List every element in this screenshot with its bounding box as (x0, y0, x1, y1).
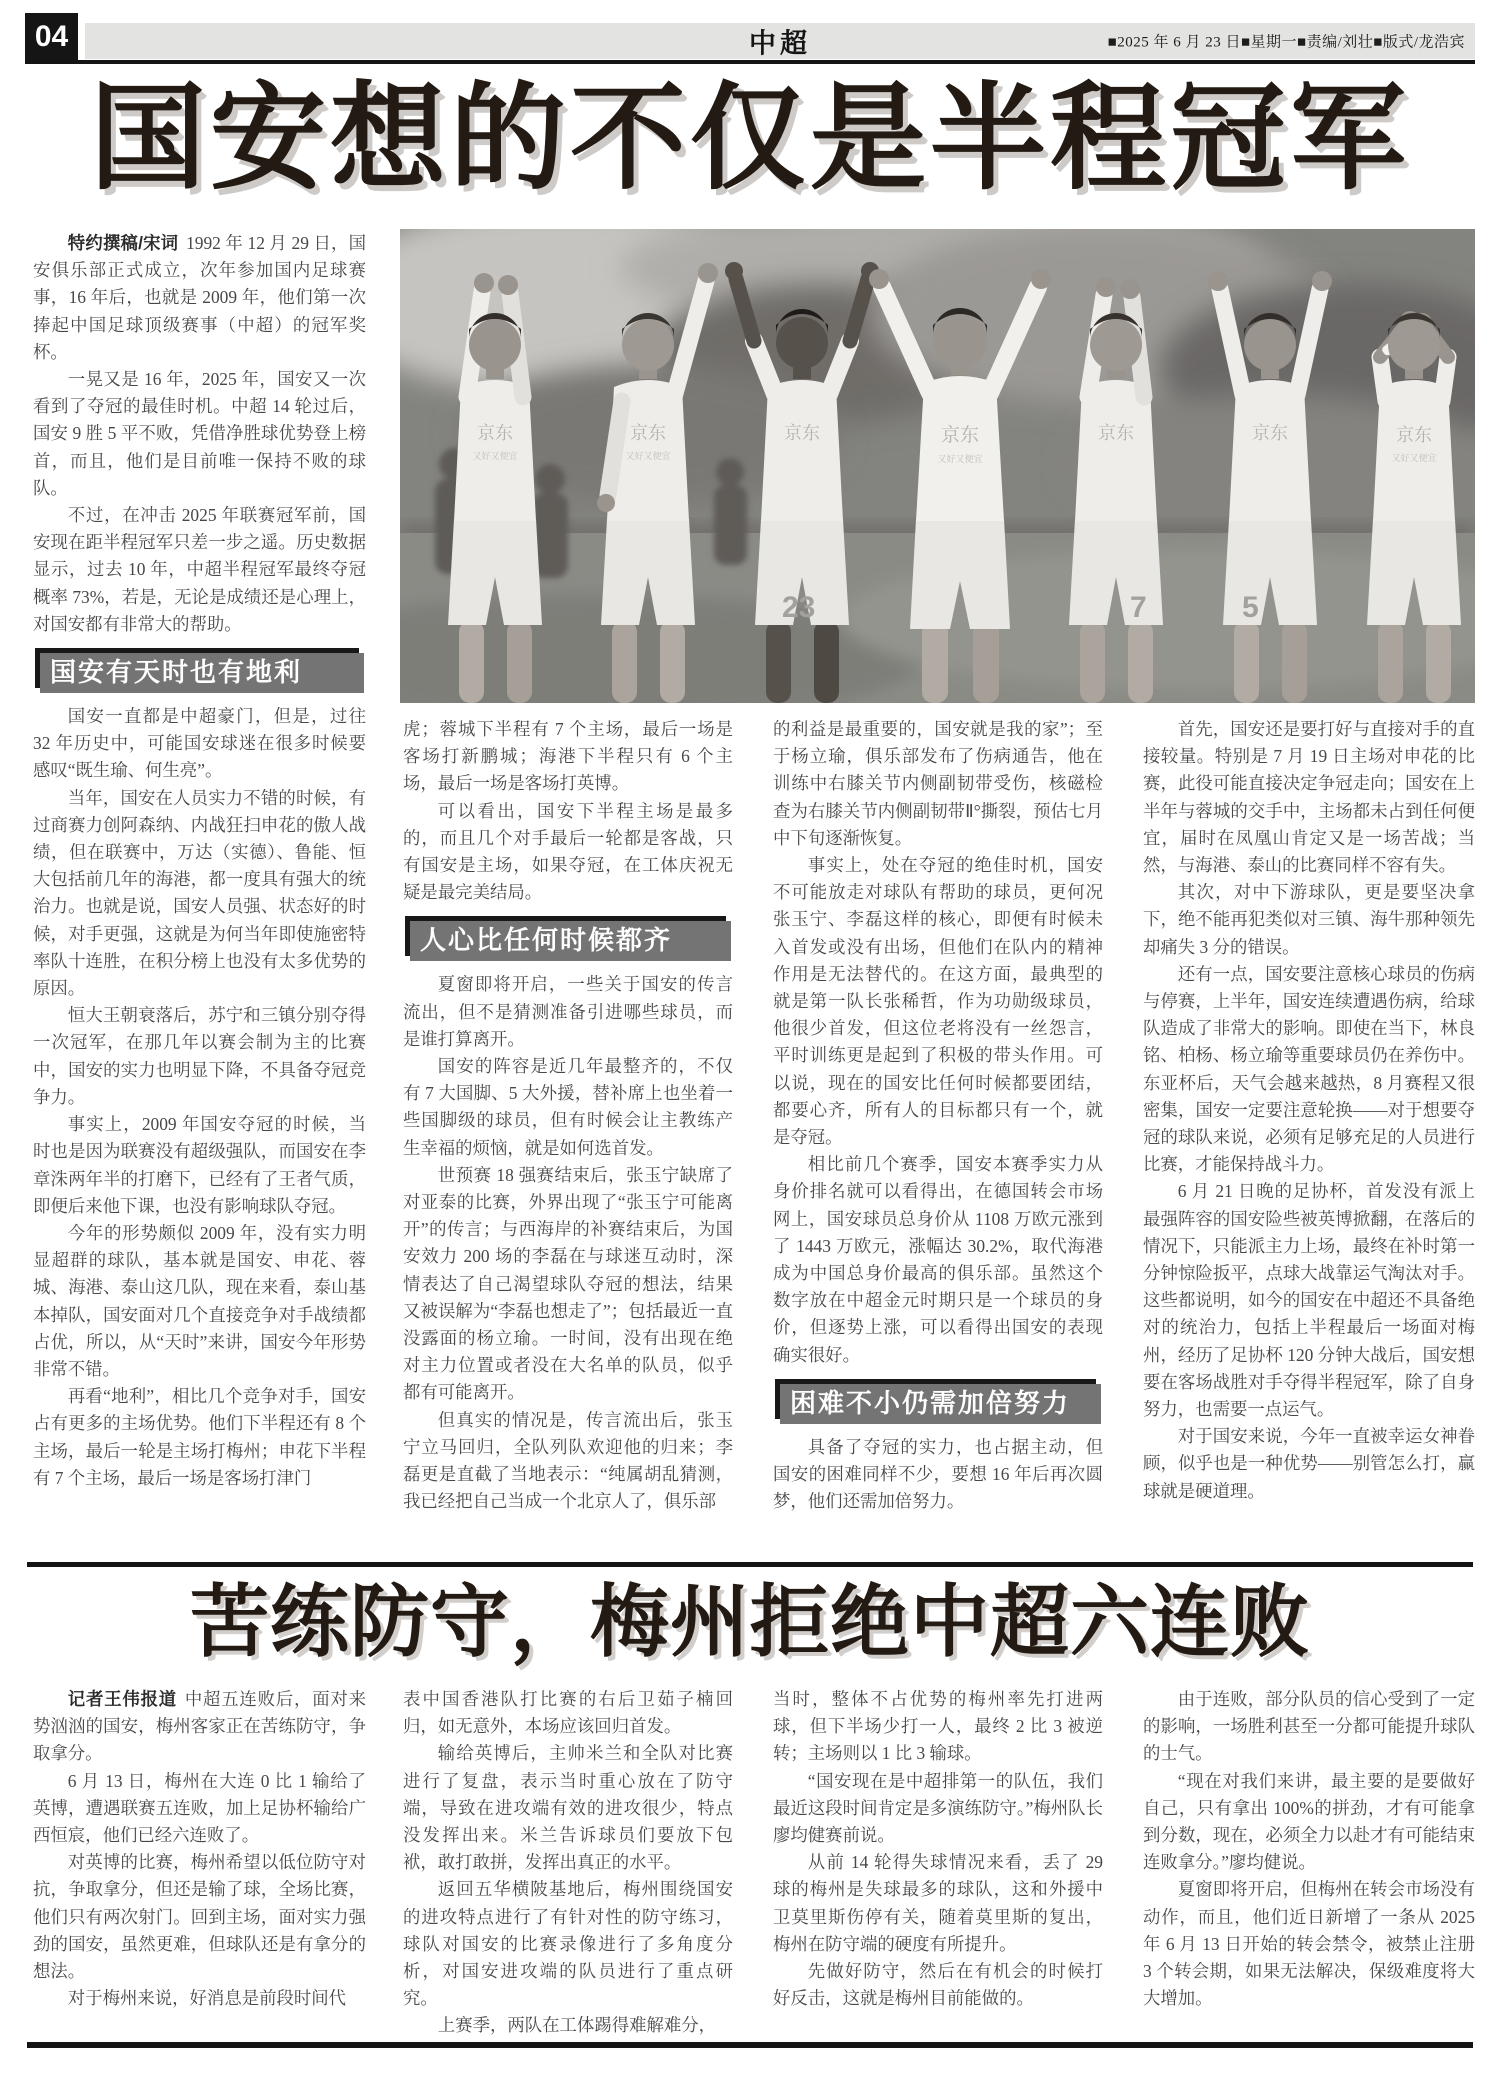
shorts-number: 5 (1242, 591, 1259, 624)
paragraph: 先做好防守，然后在有机会的时候打好反击，这就是梅州目前能做的。 (773, 1961, 1103, 2009)
paragraph: 上赛季，两队在工体踢得难解难分， (437, 2015, 717, 2036)
section-subhead-renxin: 人心比任何时候都齐 (410, 921, 731, 961)
section-subhead-tianshi: 国安有天时也有地利 (40, 653, 364, 693)
jersey-slogan-text: 又好又便宜 (625, 451, 671, 461)
main-article-column-3 (773, 716, 1103, 1562)
paragraph-group (33, 1768, 366, 2013)
paragraph: 6 月 21 日晚的足协杯，首发没有派上最强阵容的国安险些被英博掀翻，在落后的情况下，只能派主力上场，最终在补时第一分钟惊险扳平，点球大战靠运气淘汰对手。这些都说明，如今的国安在中超还不具备绝对的统治力，包括上半程最后一场面对梅州，经历了足协杯 120 分钟大战后，国安想要在客场战胜对手夺得半程冠军，除了自身努力，也需要一点运气。 (1143, 1181, 1475, 1420)
paragraph: 还有一点，国安要注意核心球员的伤病与停赛，上半年，国安连续遭遇伤病，给球队造成了非常大的影响。即使在当下，林良铭、柏杨、杨立瑜等重要球员仍在养伤中。东亚杯后，天气会越来越热，8 月赛程又很密集，国安一定要注意轮换——对于想要夺冠的球队来说，必须有足够充足的人员进行比赛，才能保持战斗力。 (1143, 963, 1475, 1175)
paragraph: 对于国安来说，今年一直被幸运女神眷顾，似乎也是一种优势——别管怎么打，赢球就是硬道理。 (1143, 1426, 1475, 1501)
jersey-slogan-text: 又好又便宜 (937, 454, 983, 464)
paragraph: 对于梅州来说，好消息是前段时间代 (67, 1988, 347, 2009)
paragraph-group (773, 852, 1103, 1369)
paragraph: 恒大王朝衰落后，苏宁和三镇分别夺得一次冠军，在那几年以赛会制为主的比赛中，国安的实力也明显下降，不具备夺冠竞争力。 (33, 1005, 366, 1107)
lead-paragraph (33, 230, 366, 366)
main-article-column-4 (1143, 716, 1475, 1562)
paragraph: 当年，国安在人员实力不错的时候，有过商赛力创阿森纳、内战狂扫申花的傲人战绩，但在联赛中，万达（实德）、鲁能、恒大包括前几年的海港，都一度具有强大的统治力。也就是说，国安人员强、状态好的时候，对手更强，这就是为何当年即使施密特率队十连胜，在积分榜上也没有太多优势的原因。 (33, 787, 366, 999)
jersey-sponsor-text: 京东 (477, 423, 513, 443)
paragraph: 夏窗即将开启，但梅州在转会市场没有动作，而且，他们近日新增了一条从 2025 年 6 月 13 日开始的转会禁令，被禁止注册 3 个转会期，如果无法解决，保级难度将大大增加。 (1143, 1879, 1475, 2009)
continuation-paragraph: 当时，整体不占优势的梅州率先打进两球，但下半场少打一人，最终 2 比 3 被逆转；主场则以 1 比 3 输球。 (773, 1689, 1103, 1764)
paragraph: 一晃又是 16 年，2025 年，国安又一次看到了夺冠的最佳时机。中超 14 轮过后，国安 9 胜 5 平不败，凭借净胜球优势登上榜首，而且，他们是目前唯一保持不败的球队。 (33, 369, 366, 498)
bottom-article-column-3 (773, 1686, 1103, 2038)
paragraph: 再看“地利”，相比几个竞争对手，国安占有更多的主场优势。他们下半程还有 8 个主场，最后一轮是主场打梅州；申花下半程有 7 个主场，最后一场是客场打津门 (33, 1386, 366, 1488)
paragraph-group (33, 703, 366, 1492)
paragraph: 返回五华横陂基地后，梅州围绕国安的进攻特点进行了有针对性的防守练习，球队对国安的比赛录像进行了多角度分析，对国安进攻端的队员进行了重点研究。 (403, 1879, 733, 2009)
bottom-article-column-4 (1143, 1686, 1475, 2038)
paragraph: 不过，在冲击 2025 年联赛冠军前，国安现在距半程冠军只差一步之遥。历史数据显示，过去 10 年，中超半程冠军最终夺冠概率 73%，若是，无论是成绩还是心理上，对国安都有非常大的帮助。 (33, 505, 366, 634)
jersey-sponsor-text: 京东 (784, 423, 820, 443)
main-article-column-1 (33, 230, 366, 1562)
paragraph: 具备了夺冠的实力，也占据主动，但国安的困难同样不少，要想 16 年后再次圆梦，他们还需加倍努力。 (773, 1436, 1103, 1512)
jersey-sponsor-text: 京东 (630, 423, 666, 443)
paragraph: 对英博的比赛，梅州希望以低位防守对抗，争取拿分，但还是输了球，全场比赛，他们只有两次射门。回到主场，面对实力强劲的国安，虽然更难，但球队还是有拿分的想法。 (33, 1852, 366, 1982)
paragraph: 输给英博后，主帅米兰和全队对比赛进行了复盘，表示当时重心放在了防守端，导致在进攻端有效的进攻很少，特点没发挥出来。米兰告诉球员们要放下包袱，敢打敢拼，发挥出真正的水平。 (403, 1743, 733, 1873)
paragraph: 首先，国安还是要打好与直接对手的直接较量。特别是 7 月 19 日主场对申花的比赛，此役可能直接决定争冠走向；国安在上半年与蓉城的交手中，主场都未占到任何便宜，届时在凤凰山肯定又是一场苦战；当然，与海港、泰山的比赛同样不容有失。 (1143, 719, 1475, 876)
paragraph-group (773, 1434, 1103, 1516)
jersey-sponsor-text: 京东 (940, 425, 980, 446)
paragraph: 6 月 13 日，梅州在大连 0 比 1 输给了英博，遭遇联赛五连败，加上足协杯输给广西恒宸，他们已经六连败了。 (33, 1770, 366, 1846)
jersey-slogan-text: 又好又便宜 (472, 451, 518, 461)
paragraph: “国安现在是中超排第一的队伍，我们最近这段时间肯定是多演练防守。”梅州队长廖均健赛前说。 (773, 1770, 1103, 1846)
bottom-article-column-1 (33, 1686, 366, 2038)
paragraph: 可以看出，国安下半程主场是最多的，而且几个对手最后一轮都是客战，只有国安是主场，如果夺冠，在工体庆祝无疑是最完美结局。 (403, 800, 733, 903)
paragraph: 但真实的情况是，传言流出后，张玉宁立马回归，全队列队欢迎他的归来；李磊更是直截了当地表示：“纯属胡乱猜测，我已经把自己当成一个北京人了，俱乐部 (403, 1409, 733, 1512)
section-header-bar (85, 23, 1475, 59)
edition-info: ■2025 年 6 月 23 日■星期一■责编/刘壮■版式/龙浩宾 (1107, 34, 1465, 51)
paragraph-group (1143, 716, 1475, 1505)
page-number-box: 04 (25, 13, 78, 61)
paragraph: 从前 14 轮得失球情况来看，丢了 29 球的梅州是失球最多的球队，这和外援中卫莫里斯伤停有关，随着莫里斯的复出，梅州在防守端的硬度有所提升。 (773, 1852, 1103, 1954)
paragraph-group (1143, 1686, 1475, 2012)
paragraph: 由于连败，部分队员的信心受到了一定的影响，一场胜利甚至一分都可能提升球队的士气。 (1143, 1689, 1475, 1764)
paragraph: 相比前几个赛季，国安本赛季实力从身价排名就可以看得出，在德国转会市场网上，国安球员总身价从 1108 万欧元涨到了 1443 万欧元，涨幅达 30.2%，取代海港成为中国总身价最高的俱乐部。虽然这个数字放在中超金元时期只是一个球员的身价，但逐势上涨，可以看得出国安的表现确实很好。 (773, 1154, 1103, 1365)
paragraph-group (33, 366, 366, 638)
main-article-column-2 (403, 716, 733, 1562)
byline: 特约撰稿/宋词 (67, 233, 179, 253)
continuation-paragraph: 表中国香港队打比赛的右后卫茹子楠回归，如无意外，本场应该回归首发。 (403, 1689, 733, 1737)
shorts-number: 23 (782, 591, 816, 624)
continuation-paragraph: 虎；蓉城下半程有 7 个主场，最后一场是客场打新鹏城；海港下半程只有 6 个主场，最后一场是客场打英博。 (403, 719, 733, 794)
paragraph-group (403, 971, 733, 1515)
paragraph: 今年的形势颇似 2009 年，没有实力明显超群的球队，基本就是国安、申花、蓉城、海港、泰山这几队，现在来看，泰山基本掉队，国安面对几个直接竞争对手战绩都占优，所以，从“天时”来讲，国安今年形势非常不错。 (33, 1222, 366, 1379)
bottom-article-column-2 (403, 1686, 733, 2038)
paragraph: 其次，对中下游球队，更是要坚决拿下，绝不能再犯类似对三镇、海牛那种领先却痛失 3 分的错误。 (1143, 882, 1475, 957)
paragraph: 世预赛 18 强赛结束后，张玉宁缺席了对亚泰的比赛，外界出现了“张玉宁可能离开”的传言；与西海岸的补赛结束后，为国安效力 200 场的李磊在与球迷互动时，深情表达了自己渴望球队夺冠的想法，结果又被误解为“李磊也想走了”；包括最近一直没露面的杨立瑜。一时间，没有出现在绝对主力位置或者没在大名单的队员，似乎都有可能离开。 (403, 1164, 733, 1403)
paragraph: 事实上，2009 年国安夺冠的时候，当时也是因为联赛没有超级强队，而国安在李章洙两年半的打磨下，已经有了王者气质，即便后来他下课，也没有影响球队夺冠。 (33, 1114, 366, 1216)
paragraph: 国安的阵容是近几年最整齐的，不仅有 7 大国脚、5 大外援，替补席上也坐着一些国脚级的球员，但有时候会让主教练产生幸福的烦恼，就是如何选首发。 (403, 1056, 733, 1158)
lead-paragraph (33, 1686, 366, 1768)
header-rule (25, 60, 1475, 64)
paragraph-group (403, 1740, 733, 2038)
paragraph: 夏窗即将开启，一些关于国安的传言流出，但不是猜测准备引进哪些球员，而是谁打算离开。 (403, 974, 733, 1049)
paragraph: “现在对我们来讲，最主要的是要做好自己，只有拿出 100%的拼劲，才有可能拿到分数，现在，必须全力以赴才有可能结束连败拿分。”廖均健说。 (1143, 1770, 1475, 1873)
page-bottom-rule (27, 2042, 1473, 2048)
main-headline: 国安想的不仅是半程冠军 (90, 73, 1410, 203)
paragraph: 国安一直都是中超豪门，但是，过往 32 年历史中，可能国安球迷在很多时候要感叹“既生瑜、何生亮”。 (33, 706, 366, 781)
paragraph-group (773, 1768, 1103, 2013)
celebration-photo-illustration (400, 229, 1475, 703)
byline: 记者王伟报道 (67, 1689, 177, 1709)
lead-text: 1992 年 12 月 29 日，国安俱乐部正式成立，次年参加国内足球赛事，16 年后，也就是 2009 年，他们第一次捧起中国足球顶级赛事（中超）的冠军奖杯。 (33, 233, 366, 362)
paragraph-group (403, 798, 733, 907)
continuation-paragraph: 的利益是最重要的，国安就是我的家”；至于杨立瑜，俱乐部发布了伤病通告，他在训练中右膝关节内侧副韧带受伤，核磁检查为右膝关节内侧副韧带Ⅱ°撕裂，预估七月中下旬逐渐恢复。 (773, 719, 1103, 848)
lead-text: 中超五连败后，面对来势汹汹的国安，梅州客家正在苦练防守，争取拿分。 (33, 1689, 366, 1764)
section-title: 中超 (749, 28, 811, 59)
jersey-sponsor-text: 京东 (1252, 423, 1288, 443)
shorts-number: 7 (1130, 591, 1147, 624)
jersey-slogan-text: 又好又便宜 (1391, 453, 1437, 463)
second-article-headline: 苦练防守，梅州拒绝中超六连败 (190, 1577, 1310, 1666)
article-photo (400, 229, 1475, 703)
paragraph: 事实上，处在夺冠的绝佳时机，国安不可能放走对球队有帮助的球员，更何况张玉宁、李磊这样的核心，即便有时候未入首发或没有出场，但他们在队内的精神作用是无法替代的。在这方面，最典型的就是第一队长张稀哲，作为功勋级球员，他很少首发，但这位老将没有一丝怨言，平时训练更是起到了积极的带头作用。可以说，现在的国安比任何时候都要团结，都要心齐，所有人的目标都只有一个，就是夺冠。 (773, 855, 1103, 1148)
section-subhead-kunnan: 困难不小仍需加倍努力 (780, 1384, 1101, 1424)
article-divider-rule (27, 1562, 1473, 1567)
jersey-sponsor-text: 京东 (1396, 425, 1432, 445)
jersey-sponsor-text: 京东 (1098, 423, 1134, 443)
